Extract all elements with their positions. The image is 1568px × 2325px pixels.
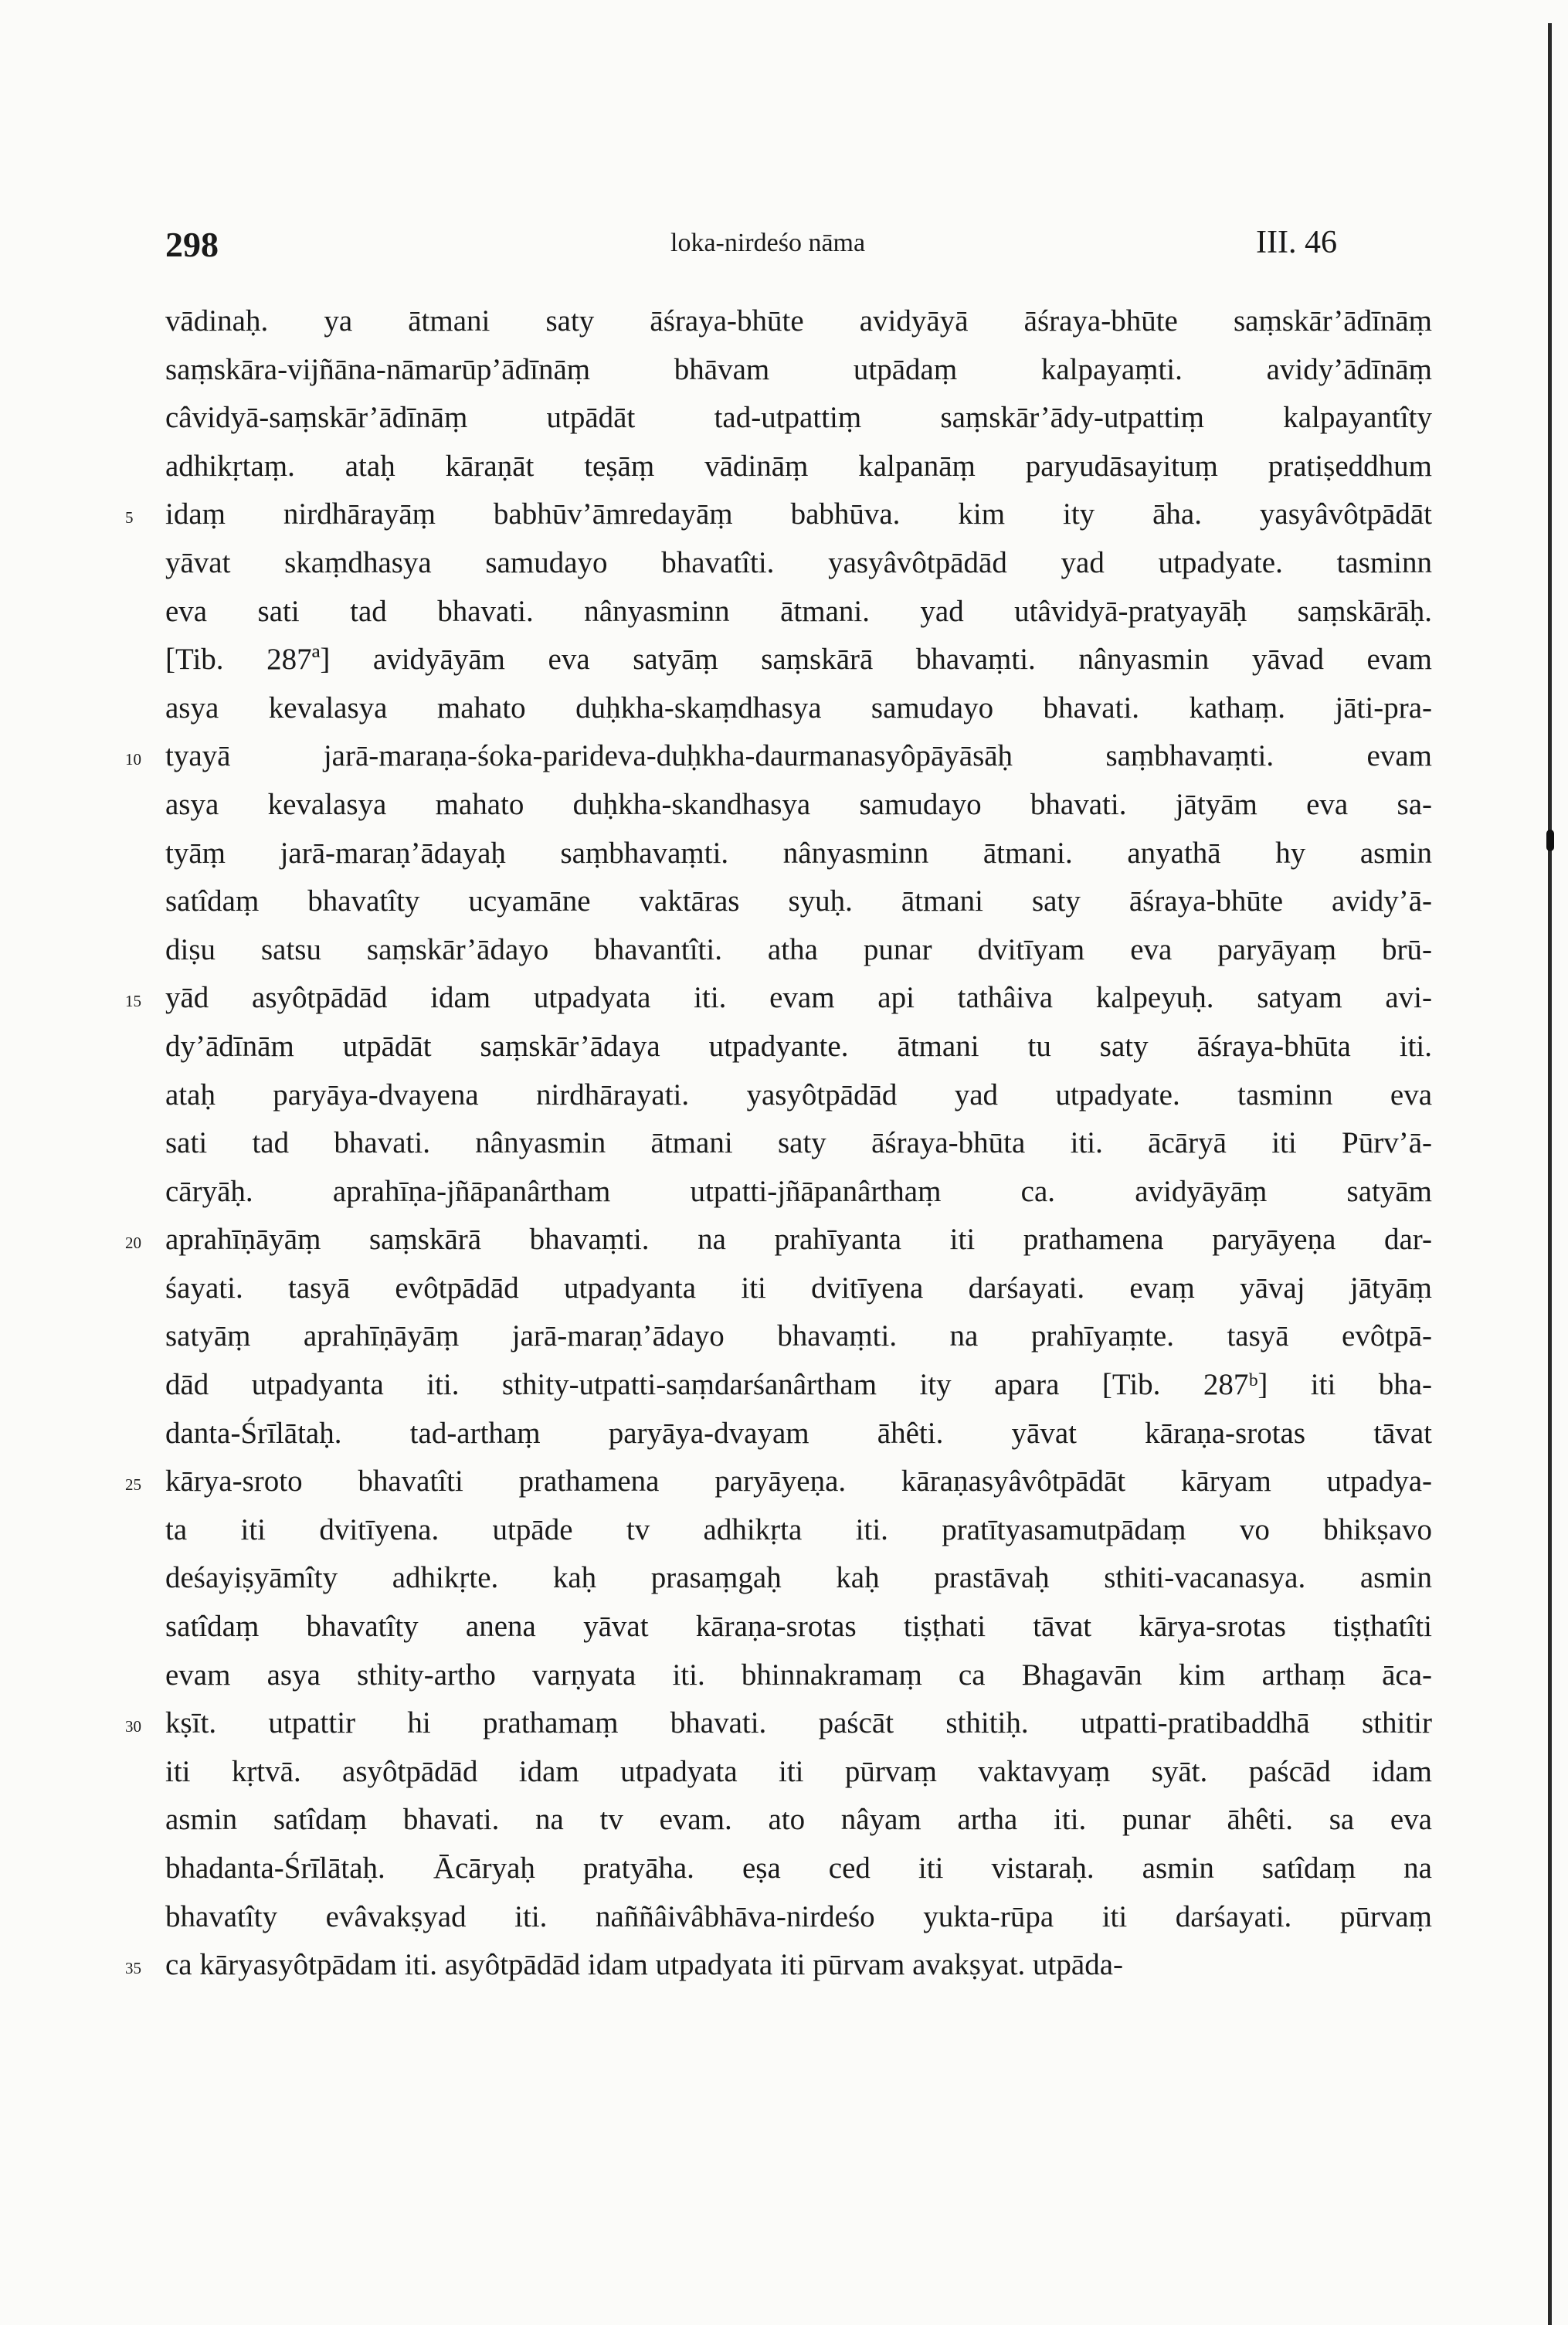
- text-line: [125, 732, 1432, 781]
- line-text: evam asya sthity-artho varṇyata iti. bhinnakramaṃ ca Bhagavān kim arthaṃ āca-: [165, 1658, 1432, 1692]
- line-number: 20: [125, 1234, 141, 1253]
- page-edge: [1548, 23, 1552, 2325]
- text-line: [165, 1506, 1432, 1555]
- line-text: dād utpadyanta iti. sthity-utpatti-saṃdarśanârtham ity apara [Tib. 287ᵇ] iti bha-: [165, 1368, 1432, 1402]
- line-text: deśayiṣyāmîty adhikṛte. kaḥ prasaṃgaḥ kaḥ prastāvaḥ sthiti-vacanasya. asmin: [165, 1561, 1432, 1595]
- text-line: [125, 1941, 1432, 1990]
- line-text: ta iti dvitīyena. utpāde tv adhikṛta iti. pratītyasamutpādaṃ vo bhikṣavo: [165, 1512, 1432, 1546]
- page-header: [0, 224, 1568, 270]
- text-line: [165, 346, 1432, 395]
- text-line: [165, 1748, 1432, 1797]
- line-text: diṣu satsu saṃskār’ādayo bhavantîti. atha punar dvitīyam eva paryāyaṃ brū-: [165, 932, 1432, 966]
- line-text: cāryāḥ. aprahīṇa-jñāpanârtham utpatti-jñāpanârthaṃ ca. avidyāyāṃ satyām: [165, 1174, 1432, 1208]
- line-text: idaṃ nirdhārayāṃ babhūv’āmredayāṃ babhūva. kim ity āha. yasyâvôtpādāt: [165, 497, 1432, 531]
- page-number: 298: [165, 225, 219, 264]
- line-text: vādinaḥ. ya ātmani saty āśraya-bhūte avidyāyā āśraya-bhūte saṃskār’ādīnāṃ: [165, 304, 1432, 338]
- text-line: [165, 394, 1432, 443]
- running-head: loka-nirdeśo nāma: [670, 229, 866, 257]
- text-line: [165, 1312, 1432, 1361]
- line-text: ataḥ paryāya-dvayena nirdhārayati. yasyôtpādād yad utpadyate. tasminn eva: [165, 1078, 1432, 1112]
- text-line: [125, 1458, 1432, 1506]
- text-line: [165, 588, 1432, 636]
- text-line: [165, 926, 1432, 975]
- line-text: bhavatîty evâvakṣyad iti. naññâivâbhāva-nirdeśo yukta-rūpa iti darśayati. pūrvaṃ: [165, 1899, 1432, 1933]
- line-text: [Tib. 287ª] avidyāyām eva satyāṃ saṃskārā bhavaṃti. nânyasmin yāvad evam: [165, 643, 1432, 677]
- text-line: [165, 1893, 1432, 1942]
- line-text: kṣīt. utpattir hi prathamaṃ bhavati. paścāt sthitiḥ. utpatti-pratibaddhā sthitir: [165, 1706, 1432, 1740]
- line-text: tyāṃ jarā-maraṇ’ādayaḥ saṃbhavaṃti. nânyasminn ātmani. anyathā hy asmin: [165, 836, 1432, 870]
- line-text: kārya-sroto bhavatîti prathamena paryāyeṇa. kāraṇasyâvôtpādāt kāryam utpadya-: [165, 1465, 1432, 1499]
- text-line: [125, 490, 1432, 539]
- text-line: [165, 1023, 1432, 1071]
- text-line: [165, 1845, 1432, 1893]
- line-text: eva sati tad bhavati. nânyasminn ātmani. yad utâvidyā-pratyayāḥ saṃskārāḥ.: [165, 594, 1432, 628]
- line-text: iti kṛtvā. asyôtpādād idam utpadyata iti pūrvaṃ vaktavyaṃ syāt. paścād idam: [165, 1754, 1432, 1788]
- text-line: [165, 830, 1432, 878]
- text-line: [125, 1699, 1432, 1748]
- text-line: [165, 1119, 1432, 1168]
- line-text: satyāṃ aprahīṇāyāṃ jarā-maraṇ’ādayo bhavaṃti. na prahīyaṃte. tasyā evôtpā-: [165, 1319, 1432, 1353]
- text-line: [165, 1796, 1432, 1845]
- text-line: [165, 636, 1432, 684]
- text-line: [165, 1651, 1432, 1700]
- text-line: [165, 1168, 1432, 1217]
- line-text: dy’ādīnām utpādāt saṃskār’ādaya utpadyante. ātmani tu saty āśraya-bhūta iti.: [165, 1029, 1432, 1063]
- text-line: [125, 1216, 1432, 1264]
- line-text: sati tad bhavati. nânyasmin ātmani saty āśraya-bhūta iti. ācāryā iti Pūrv’ā-: [165, 1126, 1432, 1160]
- ink-mark: [1546, 830, 1554, 851]
- section-number: III. 46: [1256, 225, 1337, 260]
- line-text: śayati. tasyā evôtpādād utpadyanta iti dvitīyena darśayati. evaṃ yāvaj jātyāṃ: [165, 1271, 1432, 1305]
- line-number: 25: [125, 1475, 141, 1495]
- text-line: [165, 877, 1432, 926]
- line-text: saṃskāra-vijñāna-nāmarūp’ādīnāṃ bhāvam utpādaṃ kalpayaṃti. avidy’ādīnāṃ: [165, 352, 1432, 386]
- text-line: [165, 1361, 1432, 1410]
- line-text: yāvat skaṃdhasya samudayo bhavatîti. yasyâvôtpādād yad utpadyate. tasminn: [165, 545, 1432, 579]
- line-text: bhadanta-Śrīlātaḥ. Ācāryaḥ pratyāha. eṣa ced iti vistaraḥ. asmin satîdaṃ na: [165, 1852, 1432, 1885]
- line-text: tyayā jarā-maraṇa-śoka-parideva-duḥkha-daurmanasyôpāyāsāḥ saṃbhavaṃti. evam: [165, 739, 1432, 773]
- text-line: [165, 443, 1432, 491]
- line-text: asya kevalasya mahato duḥkha-skaṃdhasya samudayo bhavati. kathaṃ. jāti-pra-: [165, 691, 1432, 725]
- text-line: [165, 1603, 1432, 1651]
- line-number: 15: [125, 992, 141, 1011]
- line-text: satîdaṃ bhavatîty ucyamāne vaktāras syuḥ. ātmani saty āśraya-bhūte avidy’ā-: [165, 884, 1432, 918]
- line-number: 5: [125, 508, 134, 528]
- line-number: 30: [125, 1717, 141, 1736]
- line-text: danta-Śrīlātaḥ. tad-arthaṃ paryāya-dvayam āhêti. yāvat kāraṇa-srotas tāvat: [165, 1416, 1432, 1450]
- line-number: 10: [125, 750, 141, 769]
- text-line: [165, 684, 1432, 733]
- text-line: [165, 781, 1432, 830]
- line-text: aprahīṇāyāṃ saṃskārā bhavaṃti. na prahīyanta iti prathamena paryāyeṇa dar-: [165, 1223, 1432, 1257]
- line-text: ca kāryasyôtpādam iti. asyôtpādād idam utpadyata iti pūrvam avakṣyat. utpāda-: [165, 1948, 1124, 1982]
- text-line: [165, 1071, 1432, 1120]
- line-text: adhikṛtaṃ. ataḥ kāraṇāt teṣāṃ vādināṃ kalpanāṃ paryudāsayituṃ pratiṣeddhum: [165, 449, 1432, 483]
- text-line: [125, 974, 1432, 1023]
- text-line: [165, 539, 1432, 588]
- line-text: câvidyā-saṃskār’ādīnāṃ utpādāt tad-utpattiṃ saṃskār’ādy-utpattiṃ kalpayantîty: [165, 401, 1432, 435]
- text-line: [165, 297, 1432, 346]
- text-line: [165, 1264, 1432, 1313]
- line-number: 35: [125, 1959, 141, 1978]
- line-text: asmin satîdaṃ bhavati. na tv evam. ato nâyam artha iti. punar āhêti. sa eva: [165, 1803, 1432, 1837]
- text-line: [165, 1410, 1432, 1458]
- text-line: [165, 1554, 1432, 1603]
- line-text: asya kevalasya mahato duḥkha-skandhasya samudayo bhavati. jātyām eva sa-: [165, 787, 1432, 821]
- line-text: satîdaṃ bhavatîty anena yāvat kāraṇa-srotas tiṣṭhati tāvat kārya-srotas tiṣṭhatîti: [165, 1610, 1432, 1644]
- text-body: [125, 297, 1432, 1990]
- line-text: yād asyôtpādād idam utpadyata iti. evam api tathâiva kalpeyuḥ. satyam avi-: [165, 981, 1432, 1015]
